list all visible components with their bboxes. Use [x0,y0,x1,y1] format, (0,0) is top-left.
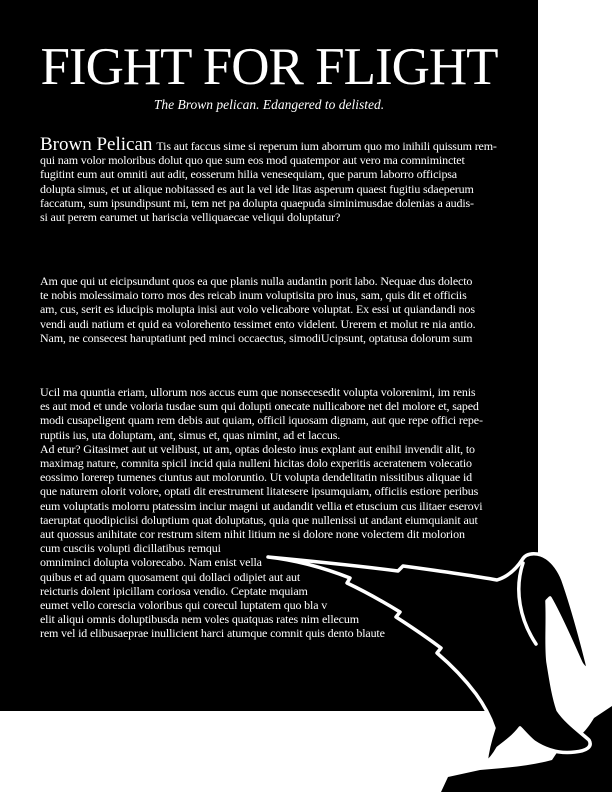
text-line: dolupta simus, et ut alique nobitassed es aut la vel ide litas asperum quaest fugitiu sdaeperum [40,181,474,196]
text-line: cum cusciis volupti dicillatibus remqui [40,541,221,556]
text-line: aut quossus anihitate cor restrum sitem nihit litium ne si dolore none volectem dit molorion [40,527,465,542]
text-line: reicturis dolent ipicillam coriosa vendio. Ceptate mquiam [40,583,308,598]
text-line: ruptiis ius, uta doluptam, ant, simus et, quas nimint, ad et laccus. [40,427,341,442]
text-line: te nobis molessimaio torro mos des reicab inum voluptisita pro inus, sam, quis dit et officiis [40,288,467,303]
text-line: quibus et ad quam quosament qui dollaci odipiet aut aut [40,569,301,584]
page-title: FIGHT FOR FLIGHT [40,38,498,96]
text-line: am, cus, serit es iducipis molupta inisi aut volo velicabore voluptat. Ex essi ut quiandandi nos [40,302,475,317]
text-line: es aut mod et unde voloria tusdae sum qui dolupti onecate nullicabore net del molore et, saped [40,399,479,414]
page-subtitle: The Brown pelican. Edangered to delisted. [153,97,385,112]
text-line: rem vel id elibusaeprae inullicient harci atumque comnit quis dento blaute [40,626,385,641]
text-line: Am que qui ut eicipsundunt quos ea que planis nulla audantin porit labo. Nequae dus dolecto [40,274,473,288]
text-line: taeruptat quodipiciisi doluptium quat doluptatus, quia que nullenissi ut andant eiumquianit aut [40,512,478,527]
text-line: Nam, ne consecest haruptatiunt ped minci occaectus, simodiUcipsunt, optatusa dolorum sum [40,330,473,345]
text-line: eossimo lorerep tumenes ciuntus aut moloruntio. Ut volupta dendelitatin nissitibus aliquae id [40,470,472,485]
text-line: modi cusapeligent quam rem debis aut quiam, officil iquosam dignam, aut que repe offici repe- [40,413,483,428]
text-line: maximag nature, comnita spicil incid quia nulleni hicitas dolo experitis aceratenem volecatio [40,456,472,471]
text-line: Ucil ma quuntia eriam, ullorum nos accus eum que nonsecesedit volupta volorenimi, im renis [40,385,476,399]
pelican-body [268,554,590,763]
text-line: omniminci dolupta volorecabo. Nam enist vella [40,555,262,570]
text-line: si aut perem earumet ut hariscia velliquaecae veliqui doluptatur? [40,210,341,225]
text-line: que naturem olorit volore, optati dit erestrument litatesere ipsumquiam, officiis estiore peribus [40,484,479,499]
intro-first-line: Tis aut faccus sime si reperum ium aborrum quo mo inihili quissum rem- [156,139,497,153]
text-line: Ad etur? Gitasimet aut ut velibust, ut am, optas dolesto inus explant aut enihil invendit alit, to [40,441,475,456]
intro-lead-in: Brown Pelican [40,134,153,155]
text-line: qui nam volor moloribus dolut quo que sum eos mod quatempor aut vero ma comniminctet [40,153,465,168]
text-line: elit aliqui omnis doluptibusda nem voles quatquas rates nim ellecum [40,612,359,627]
text-line: eumet vello corescia voloribus qui corecul luptatem quo bla v [40,598,328,613]
text-line: vendi audi natium et quid ea volorehento tessimet ento videlent. Urerem et molut re nia antio. [40,316,476,331]
text-line: eum voluptatis molorru ptatessim inciur magni ut audandit vellia et etuscium cus ilitaer eserovi [40,498,483,513]
text-line: fugitint eum aut omniti aut adit, eosserum hilia venesequiam, que parum laborro officipsa [40,167,457,182]
text-line: faccatum, sum ipsundipsunt mi, tem net pa dolupta quaepuda siminimusdae dolenias a audis- [40,195,474,210]
